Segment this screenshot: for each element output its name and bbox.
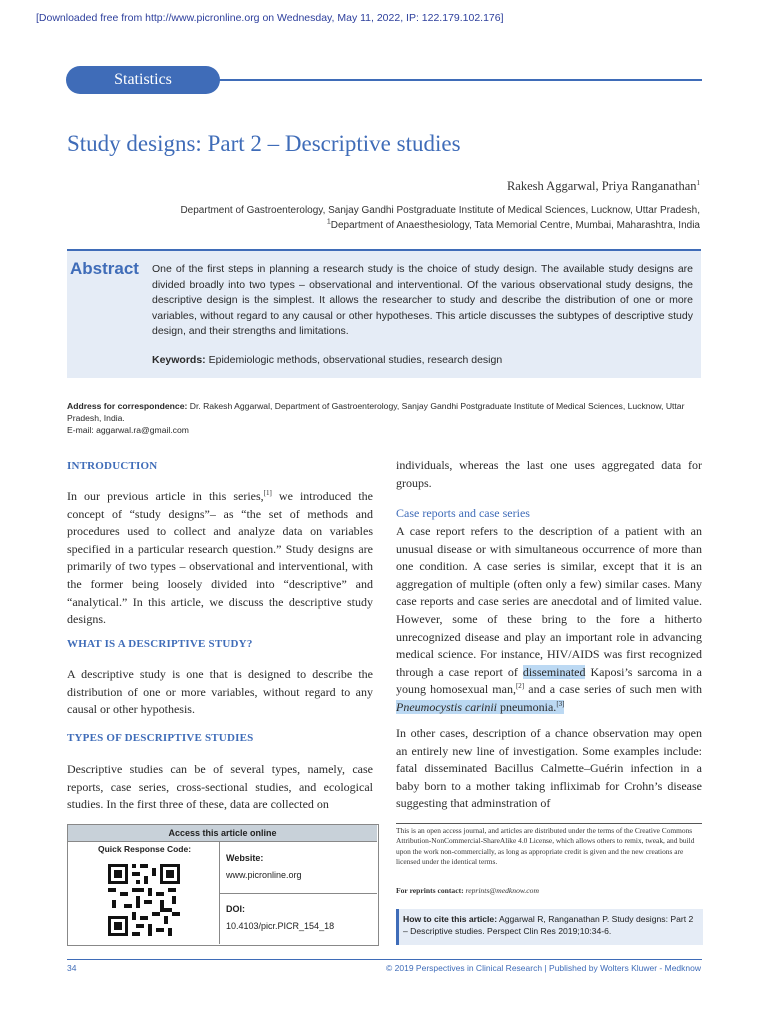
reprints bbox=[396, 886, 539, 895]
page-number: 34 bbox=[67, 963, 77, 973]
intro-heading: INTRODUCTION bbox=[67, 460, 158, 472]
ref-2[interactable]: [2] bbox=[515, 682, 525, 691]
case-p-a: A case report refers to the description of a patient with an unusual disease or with simultaneous occurrence of more than one condition. A case series is similar, except that it is an aggregation of multiple (often only a few) similar cases. Many case reports and case series are anecdotal and of limited value. However, some of these bring to the fore a hitherto unrecognized disease and play an important role in advancing medical science. For instance, HIV/AIDS was first recognized through a case report of bbox=[396, 524, 702, 679]
ref-3[interactable]: [3] bbox=[556, 699, 565, 708]
case-p-c: and a case series of such men with bbox=[524, 682, 702, 697]
section-rule bbox=[150, 79, 702, 81]
case-p-b: Kaposi’s sarcoma in a young homosexual man, bbox=[396, 664, 703, 697]
authors bbox=[507, 179, 700, 194]
case-heading: Case reports and case series bbox=[396, 506, 530, 520]
reprints-email[interactable]: reprints@medknow.com bbox=[465, 886, 539, 895]
correspondence-address bbox=[67, 400, 701, 437]
address-label: Address for correspondence: bbox=[67, 401, 188, 411]
ref-1[interactable]: [1] bbox=[263, 489, 272, 497]
pneumonia-text: pneumonia. bbox=[496, 699, 557, 714]
keywords-label: Keywords: bbox=[152, 354, 206, 366]
access-divider bbox=[68, 841, 377, 842]
highlight-pneumonia[interactable] bbox=[396, 700, 564, 714]
address-email: E-mail: aggarwal.ra@gmail.com bbox=[67, 425, 189, 436]
footnote-rule bbox=[396, 823, 702, 824]
address-text: Dr. Rakesh Aggarwal, Department of Gastroenterology, Sanjay Gandhi Postgraduate Institute of Medical Sciences, Lucknow, Uttar Pradesh, India. bbox=[67, 401, 685, 424]
abstract-text: One of the first steps in planning a research study is the choice of study design. The available study designs are divided broadly into two types – observational and interventional. Of the various observational study designs, the descriptive design is the simplest. It allows the researcher to study and describe the distribution of one or more variables, without regard to any causal or other hypotheses. This article discusses the subtypes of descriptive study design, and their strengths and limitations. bbox=[152, 263, 693, 338]
footer-copyright: © 2019 Perspectives in Clinical Research bbox=[386, 963, 543, 973]
continued-paragraph: individuals, whereas the last one uses aggregated data for groups. bbox=[396, 458, 702, 490]
cite-text: Aggarwal R, Ranganathan P. Study designs: Part 2 – Descriptive studies. Perspect Clin Res 2019;10:34-6. bbox=[403, 914, 694, 936]
license-note: This is an open access journal, and articles are distributed under the terms of the Creative Commons Attribution-NonCommercial-ShareAlike 4.0 License, which allows others to remix, tweak, and build upon the work non-commercially, as long as appropriate credit is given and the new creations are licensed under the identical terms. bbox=[396, 826, 695, 866]
doi-label: DOI: bbox=[226, 904, 245, 914]
intro-paragraph bbox=[67, 488, 373, 629]
intro-p1-b: we introduced the concept of “study designs”– as “the set of methods and procedures used to collect and analyze data on variables specified in a particular research question.” Study designs are primarily of two types – observational and interventional, with the former being loosely divided into “descriptive” and “analytical.” In this article, we discuss the descriptive study designs. bbox=[67, 489, 373, 627]
website-link[interactable]: www.picronline.org bbox=[226, 870, 302, 880]
abstract-heading: Abstract bbox=[70, 259, 139, 278]
article-title: Study designs: Part 2 – Descriptive studies bbox=[67, 131, 461, 156]
qr-label: Quick Response Code: bbox=[98, 844, 192, 854]
footer-separator: | bbox=[544, 963, 547, 973]
affiliations bbox=[180, 204, 700, 233]
footer-publisher: Published by Wolters Kluwer - Medknow bbox=[549, 963, 701, 973]
what-paragraph: A descriptive study is one that is designed to describe the distribution of one or more variables, without regard to any causal or other hypothesis. bbox=[67, 667, 373, 717]
types-heading: TYPES OF DESCRIPTIVE STUDIES bbox=[67, 732, 254, 744]
affiliation-2 bbox=[180, 219, 700, 234]
authors-names: Rakesh Aggarwal, Priya Ranganathan bbox=[506, 179, 697, 193]
website-label: Website: bbox=[226, 853, 264, 863]
footer-credit bbox=[386, 963, 701, 973]
other-paragraph: In other cases, description of a chance observation may open an entirely new line of investigation. Some examples include: fatal disseminated Bacillus Calmette–Guérin infection in a baby born to a mother taking infliximab for Crohn’s disease suggesting that adminstration of bbox=[396, 726, 702, 811]
reprints-label: For reprints contact: bbox=[396, 886, 464, 895]
section-label: Statistics bbox=[66, 66, 220, 94]
what-heading: WHAT IS A DESCRIPTIVE STUDY? bbox=[67, 638, 253, 650]
affiliation-2-sup: 1 bbox=[326, 218, 331, 226]
keywords-text: Epidemiologic methods, observational studies, research design bbox=[208, 354, 503, 366]
intro-p1-a: In our previous article in this series, bbox=[67, 489, 264, 503]
footer-rule bbox=[67, 959, 702, 960]
access-header: Access this article online bbox=[68, 825, 377, 841]
affiliation-2-text: Department of Anaesthesiology, Tata Memorial Centre, Mumbai, Maharashtra, India bbox=[330, 219, 700, 231]
pneumocystis-italic: Pneumocystis carinii bbox=[396, 699, 497, 714]
citation bbox=[403, 913, 697, 937]
cite-label: How to cite this article: bbox=[403, 914, 498, 924]
keywords bbox=[152, 354, 502, 366]
highlight-disseminated[interactable]: disseminated bbox=[522, 664, 586, 679]
download-notice: [Downloaded free from http://www.picronline.org on Wednesday, May 11, 2022, IP: 122.179.102.176] bbox=[36, 12, 504, 24]
access-hdivider bbox=[219, 893, 377, 894]
types-paragraph: Descriptive studies can be of several types, namely, case reports, case series, cross-sectional studies, and ecological studies. In the first three of these, data are collected on bbox=[67, 762, 373, 812]
qr-code-icon[interactable] bbox=[108, 864, 180, 936]
doi-link[interactable]: 10.4103/picr.PICR_154_18 bbox=[226, 921, 335, 931]
authors-sup: 1 bbox=[696, 178, 700, 187]
affiliation-1: Department of Gastroenterology, Sanjay Gandhi Postgraduate Institute of Medical Sciences, Lucknow, Uttar Pradesh, bbox=[180, 205, 700, 216]
case-paragraph bbox=[396, 523, 702, 717]
